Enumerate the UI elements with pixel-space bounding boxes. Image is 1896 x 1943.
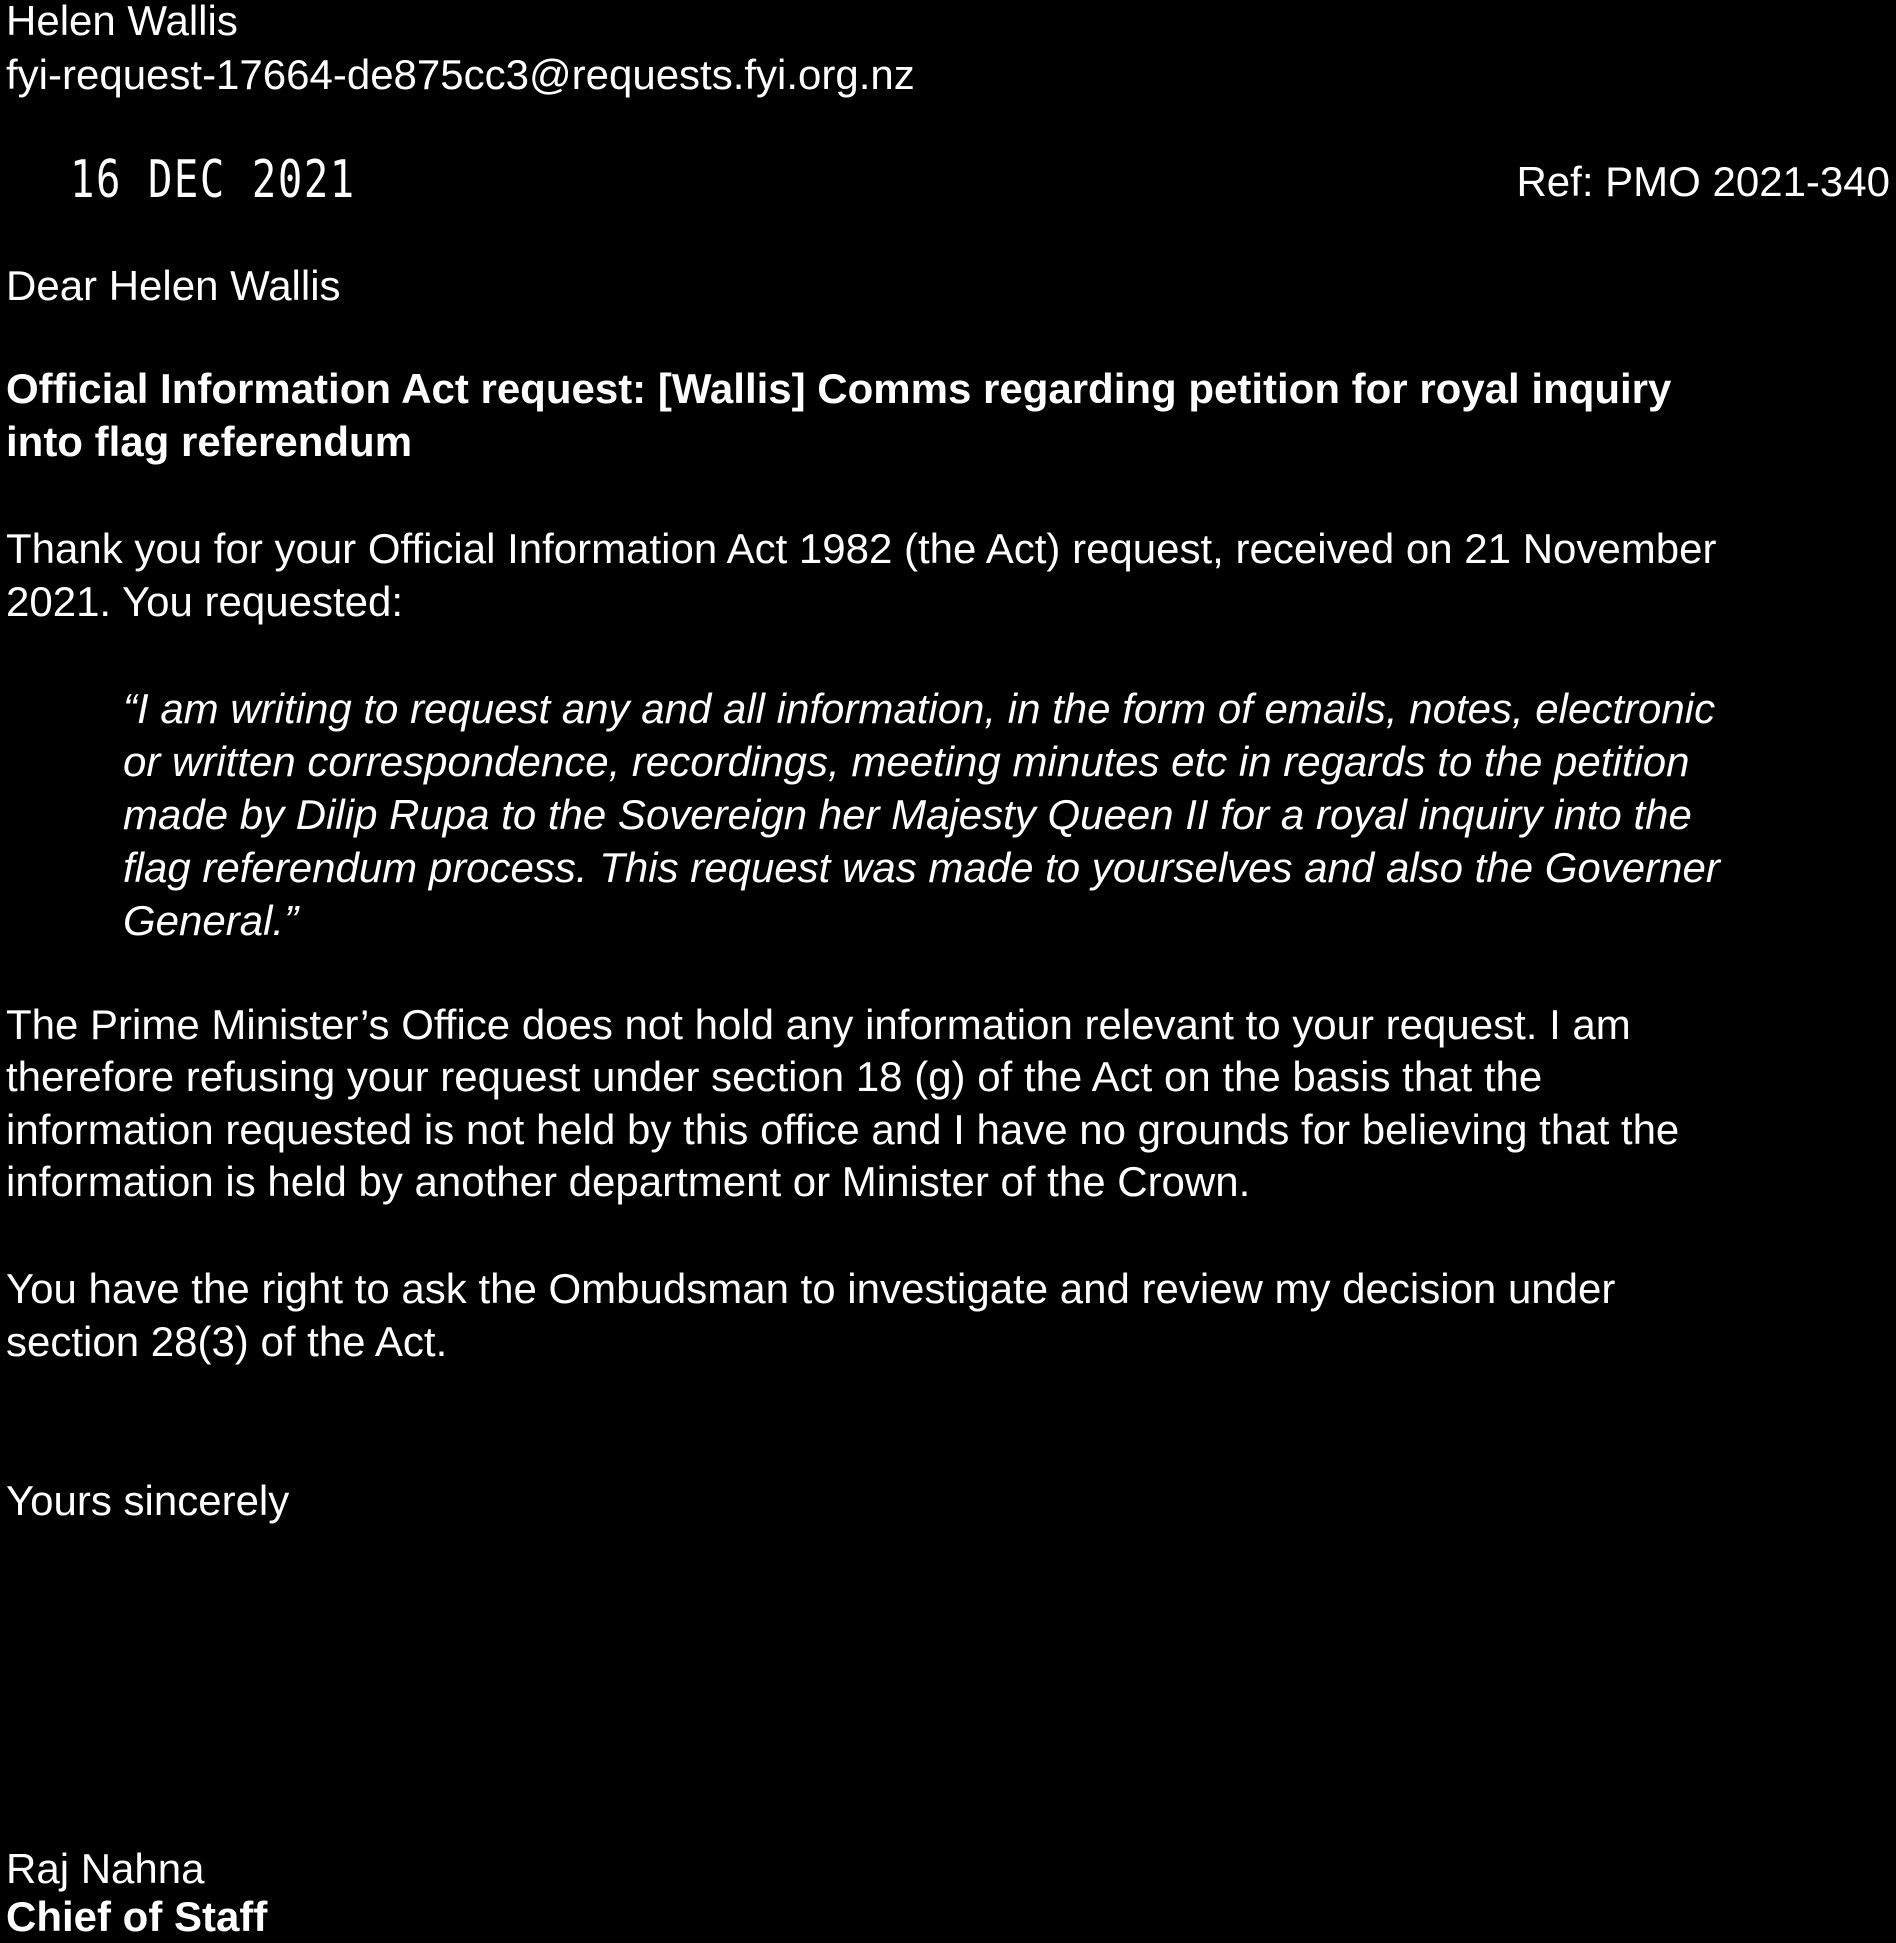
quote-line-4: flag referendum process. This request was made to yourselves and also the Governer: [123, 844, 1720, 891]
intro-line-1: Thank you for your Official Information Act 1982 (the Act) request, received on 21 November: [6, 525, 1717, 572]
recipient-email: fyi-request-17664-de875cc3@requests.fyi.org.nz: [6, 51, 915, 98]
quoted-request: [123, 682, 1883, 947]
response-line-4: information is held by another department or Minister of the Crown.: [6, 1158, 1251, 1205]
ombudsman-line-2: section 28(3) of the Act.: [6, 1318, 448, 1365]
date-stamp: 16 DEC 2021: [70, 150, 356, 210]
quote-line-1: “I am writing to request any and all information, in the form of emails, notes, electronic: [123, 685, 1716, 732]
salutation: Dear Helen Wallis: [6, 262, 341, 309]
ombudsman-line-1: You have the right to ask the Ombudsman to investigate and review my decision under: [6, 1265, 1616, 1312]
quote-line-5: General.”: [123, 897, 299, 944]
response-line-1: The Prime Minister’s Office does not hold any information relevant to your request. I am: [6, 1001, 1631, 1048]
recipient-name: Helen Wallis: [6, 0, 238, 44]
signatory-name: Raj Nahna: [6, 1845, 205, 1892]
closing: Yours sincerely: [6, 1477, 290, 1524]
quote-line-2: or written correspondence, recordings, meeting minutes etc in regards to the petition: [123, 738, 1690, 785]
quote-line-3: made by Dilip Rupa to the Sovereign her Majesty Queen II for a royal inquiry into the: [123, 791, 1692, 838]
subject-line-1: Official Information Act request: [Wallis] Comms regarding petition for royal inquiry: [6, 365, 1672, 412]
subject-line-2: into flag referendum: [6, 418, 413, 465]
reference-number: Ref: PMO 2021-340: [1516, 158, 1890, 205]
signatory-title: Chief of Staff: [6, 1893, 268, 1940]
response-line-3: information requested is not held by this office and I have no grounds for believing that the: [6, 1106, 1680, 1153]
response-line-2: therefore refusing your request under section 18 (g) of the Act on the basis that the: [6, 1053, 1543, 1100]
intro-line-2: 2021. You requested:: [6, 578, 404, 625]
